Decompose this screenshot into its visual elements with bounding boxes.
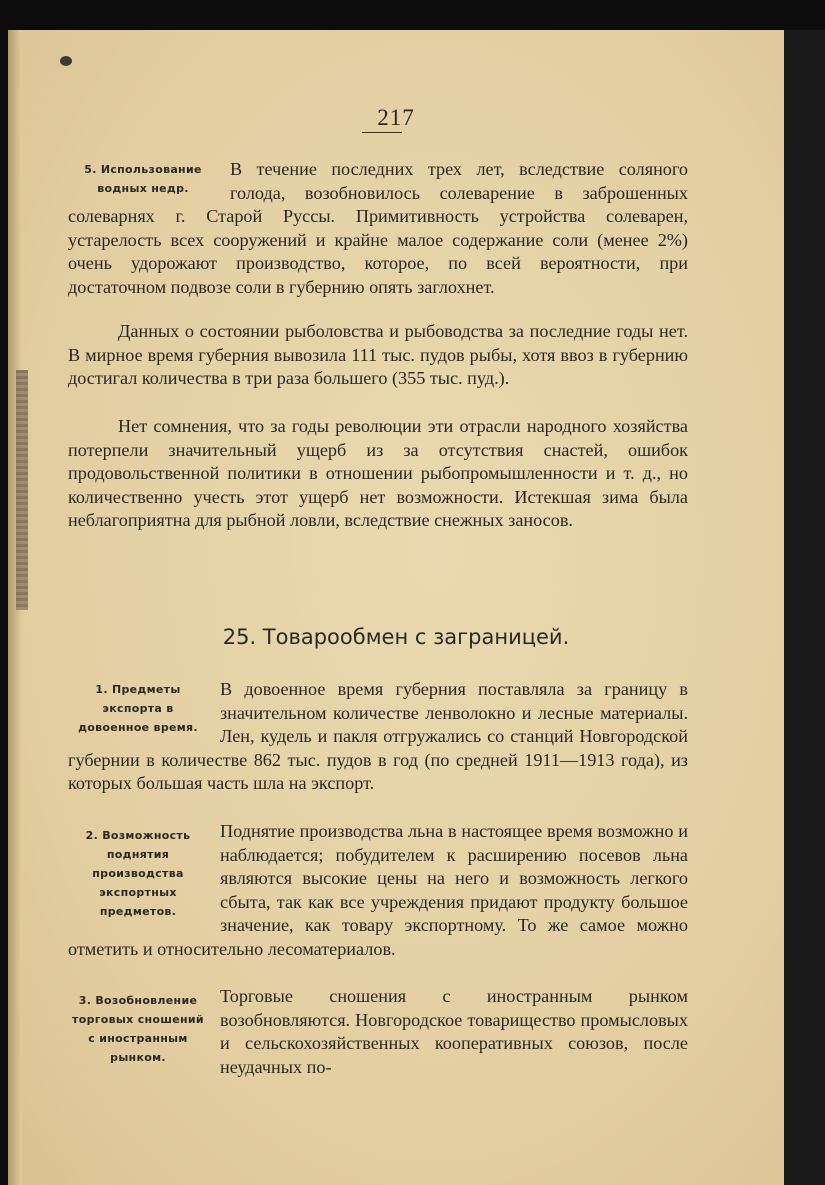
margin-note-trade-renewal: 3. Возобновление торговых сношений с иностранным рынком. [72, 994, 204, 1064]
punch-hole [60, 56, 72, 66]
margin-note-water-resources: 5. Использование водных недр. [84, 163, 202, 195]
subsection-1 [68, 678, 688, 796]
margin-note-production-growth: 2. Возможность поднятия производства экспортных предметов. [85, 829, 191, 918]
paragraph-text: Торговые сношения с иностранным рынком возобновляются. Новгородское товарищество промысловых и сельскохозяйственных кооперативных союзов, после неудачных по- [220, 986, 688, 1077]
section-5-paragraph-1 [68, 158, 688, 300]
paragraph-text: Нет сомнения, что за годы революции эти отрасли народного хозяйства потерпели значительный ущерб из за отсутствия снастей, ошибок продовольственной политики в отношении рыбопромышленности и т. д., но количественно учесть этот ущерб нет возможности. Истекшая зима была неблагоприятна для рыбной ловли, вследствие снежных заносов. [68, 416, 688, 531]
subsection-3 [68, 985, 688, 1079]
page-number-rule [362, 132, 402, 133]
paragraph-text: Поднятие производства льна в настоящее время возможно и наблюдается; побудителем к расширению посевов льна являются высокие цены на него и возможность легкого сбыта, так как все учреждения придают продукту большое значение, как товару экспортному. То же самое можно отметить и относительно лесоматериалов. [68, 821, 688, 959]
page-number: 217 [377, 105, 415, 130]
section-5-paragraph-3 [68, 415, 688, 533]
binding-thread [16, 370, 28, 610]
paragraph-text: В течение последних трех лет, вследствие соляного голода, возобновилось солеварение в заброшенных солеварнях г. Старой Руссы. Примитивность устройства солеварен, устарелость всех сооружений и крайне малое содержание соли (менее 2%) очень удорожают производство, которое, по всей вероятности, при достаточном подвозе соли в губернию опять заглохнет. [68, 159, 688, 297]
paragraph-text: В довоенное время губерния поставляла за границу в значительном количестве ленволокно и лесные материалы. Лен, кудель и пакля отгружались со станций Новгородской губернии в количестве 862 тыс. пудов в год (по средней 1911—1913 года), из которых большая часть шла на экспорт. [68, 679, 688, 794]
subsection-2 [68, 820, 688, 962]
margin-note-export-items: 1. Предметы экспорта в довоенное время. [78, 683, 198, 734]
book-page [8, 30, 784, 1185]
section-heading: 25. Товарообмен с заграницей. [222, 625, 570, 649]
scan-edge [784, 30, 825, 1185]
paragraph-text: Данных о состоянии рыболовства и рыбоводства за последние годы нет. В мирное время губерния вывозила 111 тыс. пудов рыбы, хотя ввоз в губернию достигал количества в три раза большего (355 тыс. пуд.). [68, 321, 688, 389]
section-5-paragraph-2 [68, 320, 688, 391]
